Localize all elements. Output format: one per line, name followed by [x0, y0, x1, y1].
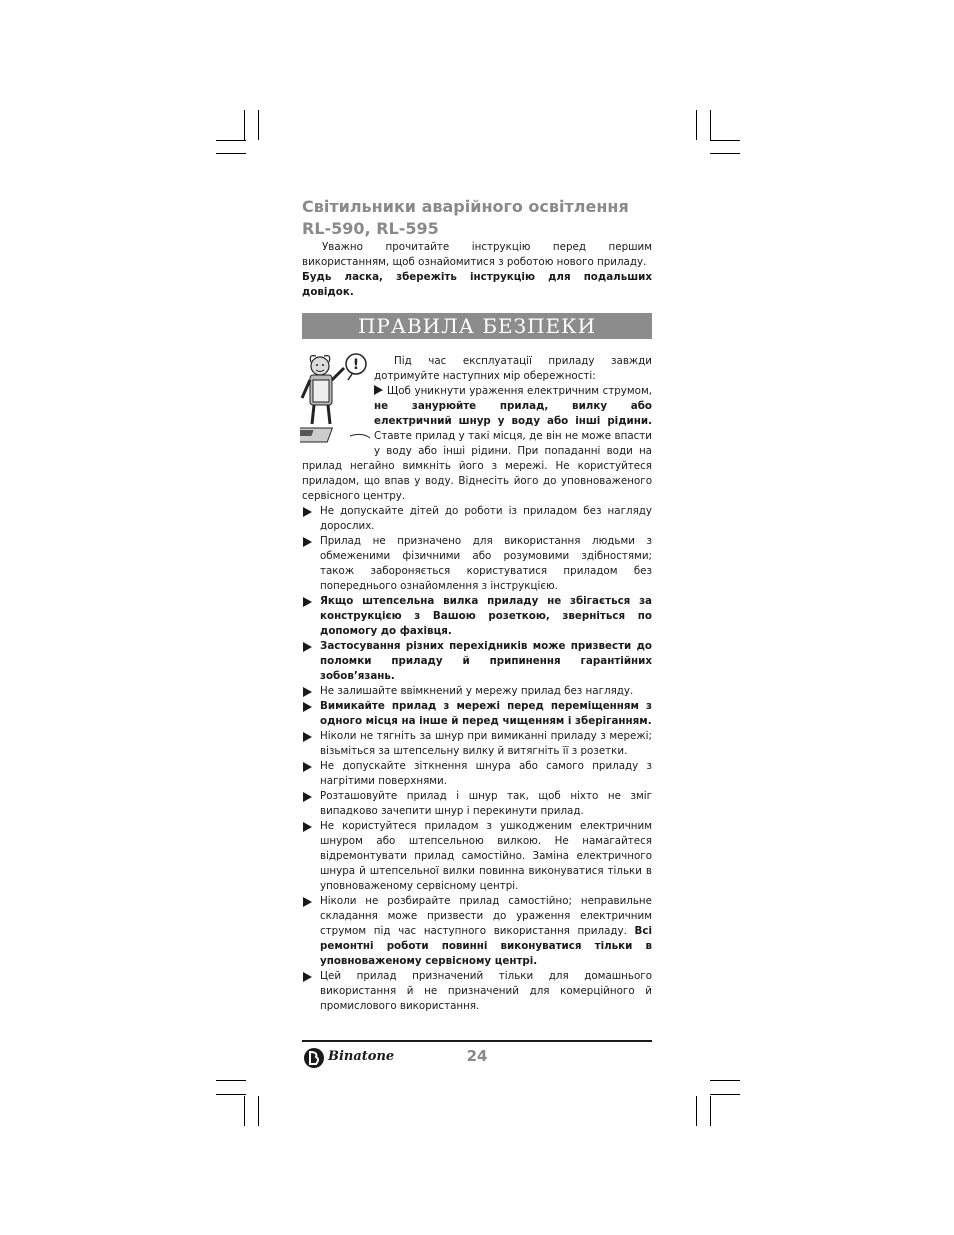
crop-mark	[216, 1080, 246, 1081]
rule-item	[302, 759, 652, 789]
crop-mark	[710, 140, 740, 141]
title-line-2: RL-590, RL-595	[302, 219, 439, 238]
crop-mark	[710, 1096, 711, 1126]
crop-mark	[258, 110, 259, 140]
footer-divider	[302, 1040, 652, 1042]
lead-text: Під час експлуатації приладу завжди дотримуйте наступних мір обережності:	[374, 355, 652, 382]
figure-spacer	[302, 354, 374, 458]
crop-mark	[710, 153, 740, 154]
rule-text: Не залишайте ввімкнений у мережу прилад без нагляду.	[320, 685, 634, 697]
rule-text: Прилад не призначено для використання людьми з обмеженими фізичними або розумовими здібностями; також забороняється користуватися приладом без попереднього ознайомлення з інструкцією.	[320, 535, 652, 592]
page-number: 24	[466, 1047, 488, 1065]
crop-mark	[696, 110, 697, 140]
bullet-arrow-icon	[303, 537, 312, 547]
bullet-arrow-icon	[303, 897, 312, 907]
crop-mark	[216, 140, 246, 141]
crop-mark	[216, 153, 246, 154]
rule-item	[302, 594, 652, 639]
rule-bold: Всі ремонтні роботи повинні виконуватися тільки в уповноваженому сервісному центрі.	[320, 925, 653, 967]
rule-text: Ніколи не тягніть за шнур при вимиканні приладу з мережі; візьміться за штепсельну вилку й витягніть її з розетки.	[320, 730, 652, 757]
document-title	[302, 196, 654, 240]
first-rule-text-2: Ставте прилад у такі місця, де він не може впасти у воду або інші рідини. При попаданні води на прилад негайно вимкніть його з мережі. Не користуйтеся приладом, що впав у воду. Віднесіть його до уповноваженого сервісного центру.	[302, 430, 652, 502]
rule-item	[302, 639, 652, 684]
bullet-arrow-icon	[303, 732, 312, 742]
crop-mark	[696, 1096, 697, 1126]
rule-item	[302, 504, 652, 534]
rule-item	[302, 789, 652, 819]
rule-text: Розташовуйте прилад і шнур так, щоб ніхто не зміг випадково зачепити шнур і перекинути прилад.	[320, 790, 652, 817]
bullet-arrow-icon	[374, 385, 383, 395]
crop-mark	[710, 1080, 740, 1081]
first-rule-text: Щоб уникнути ураження електричним струмом,	[387, 385, 652, 397]
rule-item	[302, 819, 652, 894]
rule-item	[302, 699, 652, 729]
intro-bold: Будь ласка, збережіть інструкцію для подальших довідок.	[302, 271, 652, 298]
rule-text: Якщо штепсельна вилка приладу не збігається за конструкцією з Вашою розеткою, зверніться по допомогу до фахівця.	[320, 595, 652, 637]
first-rule-bold: не занурюйте прилад, вилку або електричний шнур у воду або інші рідини.	[374, 400, 652, 427]
rule-text: Застосування різних перехідників може призвести до поломки приладу й припинення гарантійних зобов’язань.	[320, 640, 652, 682]
rule-item	[302, 684, 652, 699]
rule-item-repair	[302, 894, 652, 969]
intro-text: Уважно прочитайте інструкцію перед першим використанням, щоб ознайомитися з роботою нового приладу.	[302, 241, 652, 268]
logo-text: Binatone	[328, 1049, 395, 1064]
crop-mark	[258, 1096, 259, 1126]
rule-text: Вимикайте прилад з мережі перед переміщенням з одного місця на інше й перед чищенням і зберіганням.	[320, 700, 652, 727]
crop-mark	[216, 1094, 246, 1095]
rule-text: Не допускайте дітей до роботи із приладом без нагляду дорослих.	[320, 505, 652, 532]
intro	[302, 240, 652, 300]
title-line-1: Світильники аварійного освітлення	[302, 197, 629, 216]
rule-item	[302, 729, 652, 759]
bullet-arrow-icon	[303, 597, 312, 607]
bullet-arrow-icon	[303, 762, 312, 772]
crop-mark	[244, 1096, 245, 1126]
crop-mark	[244, 110, 245, 140]
bullet-arrow-icon	[303, 507, 312, 517]
bullet-arrow-icon	[303, 972, 312, 982]
crop-mark	[710, 1094, 740, 1095]
rule-text: Цей прилад призначений тільки для домашнього використання й не призначений для комерційного й промислового використання.	[320, 970, 652, 1012]
bullet-arrow-icon	[303, 702, 312, 712]
safety-rules	[302, 354, 652, 1014]
rule-text: Не користуйтеся приладом з ушкодженим електричним шнуром або штепсельною вилкою. Не намагайтеся відремонтувати прилад самостійно. Заміна електричного шнура й штепсельної вилки повинна виконуватися тільки в уповноваженому сервісному центрі.	[320, 820, 652, 892]
crop-mark	[710, 110, 711, 140]
rule-item-last	[302, 969, 652, 1014]
svg-text:!: !	[352, 357, 360, 373]
bullet-arrow-icon	[303, 792, 312, 802]
section-banner: ПРАВИЛА БЕЗПЕКИ	[302, 313, 652, 339]
rule-text: Ніколи не розбирайте прилад самостійно; неправильне складання може призвести до ураження електричним струмом під час наступного використання приладу.	[320, 895, 652, 937]
bullet-arrow-icon	[303, 822, 312, 832]
bullet-arrow-icon	[303, 642, 312, 652]
rule-item	[302, 534, 652, 594]
rule-text: Не допускайте зіткнення шнура або самого приладу з нагрітими поверхнями.	[320, 760, 652, 787]
bullet-arrow-icon	[303, 687, 312, 697]
